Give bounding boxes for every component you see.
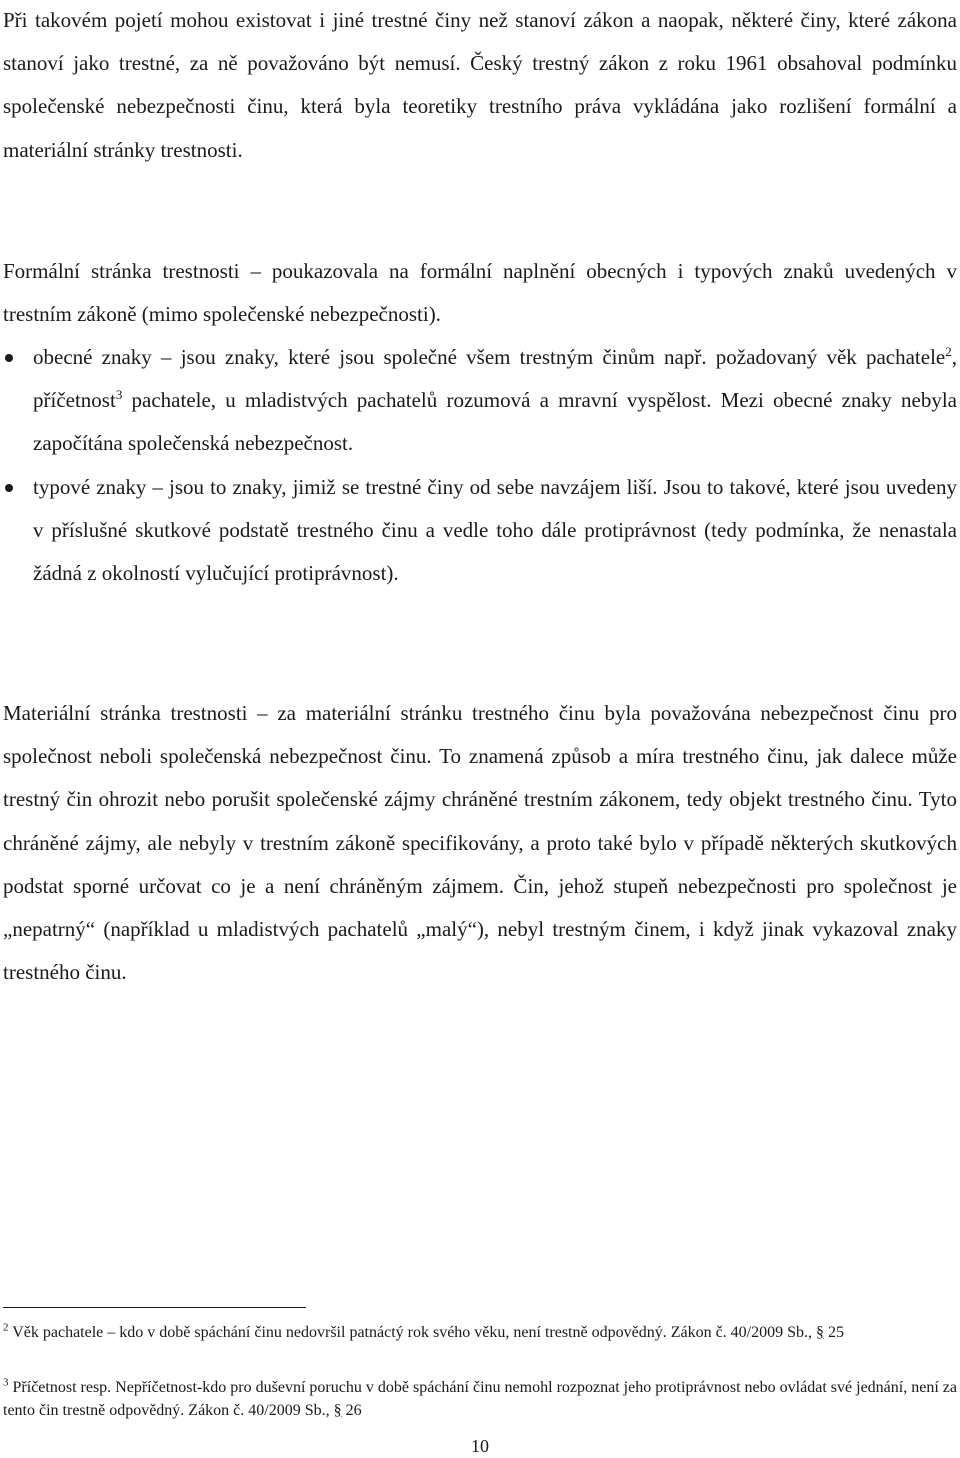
footnote-text: Věk pachatele – kdo v době spáchání činu nedovršil patnáctý rok svého věku, není trestně odpovědný. Zákon č. 40/2009 Sb., <box>8 1324 817 1341</box>
list-item-text: typové znaky – jsou to znaky, jimiž se trestné činy od sebe navzájem liší. Jsou to takové, které jsou uvedeny v příslušné skutkové podstatě trestného činu a vedle toho dále protiprávnost (tedy podmínka, že nenastala žádná z okolností vylučující protiprávnost). <box>33 474 957 586</box>
page-number: 10 <box>471 1436 489 1456</box>
footnote-separator <box>3 1307 306 1308</box>
bullet-icon <box>5 484 13 492</box>
footnote-text: Příčetnost resp. Nepříčetnost-kdo pro duševní poruchu v době spáchání činu nemohl rozpoznat jeho protiprávnost nebo ovládat své jednání, není za tento čin trestně odpovědný. Zákon č. 40/2009 Sb., <box>3 1379 957 1419</box>
footnote-2 <box>3 1321 957 1344</box>
bullet-list <box>3 336 957 595</box>
list-item-text: , příčetnost <box>33 345 957 413</box>
footnote-ref-2: 2 <box>945 344 952 359</box>
footnote-3 <box>3 1376 957 1422</box>
paragraph-formal: Formální stránka trestnosti – poukazovala na formální naplnění obecných i typových znaků uvedených v trestním zákoně (mimo společenské nebezpečnosti). <box>3 259 957 327</box>
section-symbol: § <box>816 1324 825 1341</box>
paragraph-material: Materiální stránka trestnosti – za materiální stránku trestného činu byla považována nebezpečnost činu pro společnost neboli společenská nebezpečnost činu. To znamená způsob a míra trestného činu, jak dalece může trestný čin ohrozit nebo porušit společenské zájmy chráněné trestním zákonem, tedy objekt trestného činu. Tyto chráněné zájmy, ale nebyly v trestním zákoně specifikovány, a proto také bylo v případě některých skutkových podstat sporné určovat co je a není chráněným zájmem. Čin, jehož stupeň nebezpečnosti pro společnost je „nepatrný“ (například u mladistvých pachatelů „malý“), nebyl trestným činem, i když jinak vykazoval znaky trestného činu. <box>3 701 957 985</box>
bullet-icon <box>5 354 13 362</box>
footnote-section-number: 25 <box>824 1324 845 1341</box>
section-symbol: § <box>333 1402 342 1419</box>
paragraph-intro: Při takovém pojetí mohou existovat i jiné trestné činy než stanoví zákon a naopak, některé činy, které zákona stanoví jako trestné, za ně považováno být nemusí. Český trestný zákon z roku 1961 obsahoval podmínku společenské nebezpečnosti činu, která byla teoretiky trestního práva vykládána jako rozlišení formální a materiální stránky trestnosti. <box>3 8 957 162</box>
list-item-general-signs <box>3 336 957 466</box>
list-item-text: pachatele, u mladistvých pachatelů rozumová a mravní vyspělost. Mezi obecné znaky nebyla započítána společenská nebezpečnost. <box>33 388 957 456</box>
list-item-text: obecné znaky – jsou znaky, které jsou společné všem trestným činům např. požadovaný věk pachatele <box>33 345 946 369</box>
footnote-number: 3 <box>3 1376 9 1389</box>
footnote-number: 2 <box>3 1321 9 1334</box>
list-item-type-signs <box>3 466 957 596</box>
footnote-section-number: 26 <box>341 1402 362 1419</box>
footnote-ref-3: 3 <box>115 387 123 403</box>
